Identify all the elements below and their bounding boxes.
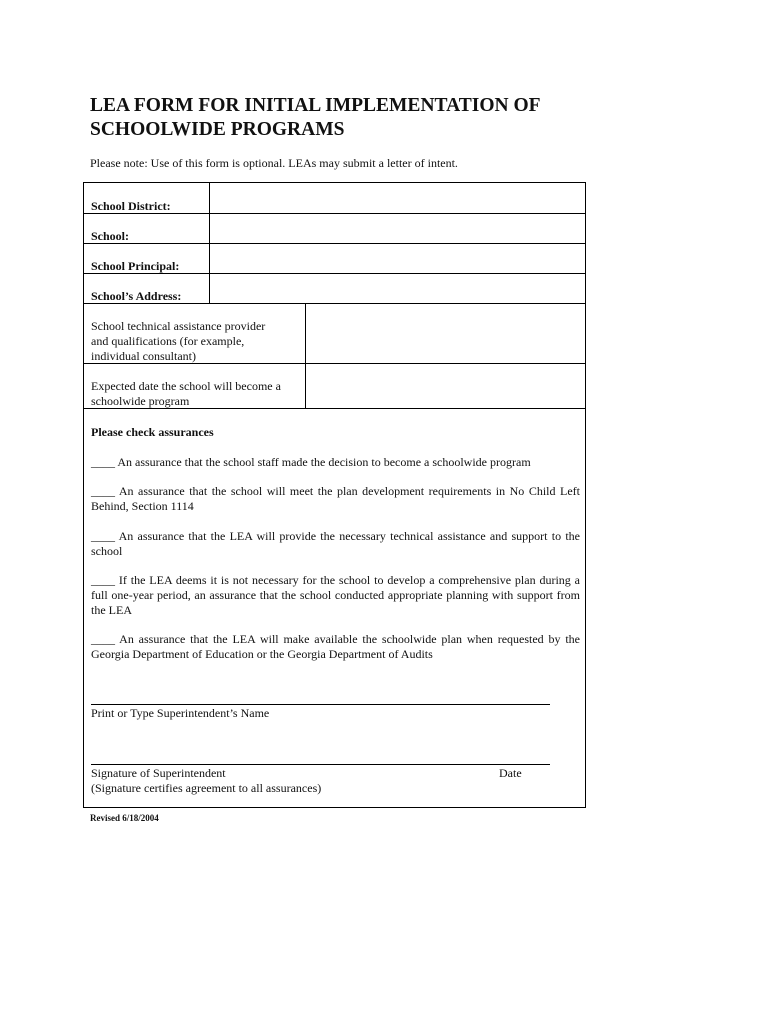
principal-label: School Principal: <box>91 259 180 273</box>
superintendent-name-line[interactable] <box>91 704 550 705</box>
principal-row <box>84 244 585 274</box>
assurance-item[interactable]: ____ An assurance that the LEA will provide the necessary technical assistance and support to the school <box>91 529 580 558</box>
school-input[interactable] <box>210 214 585 243</box>
optional-note: Please note: Use of this form is optional. LEAs may submit a letter of intent. <box>90 156 458 170</box>
signature-date-label: Date <box>499 766 522 780</box>
school-row <box>84 214 585 244</box>
revised-date: Revised 6/18/2004 <box>90 813 159 823</box>
superintendent-signature-label: Signature of Superintendent <box>91 766 226 780</box>
form-title: LEA FORM FOR INITIAL IMPLEMENTATION OF SCHOOLWIDE PROGRAMS <box>90 95 540 140</box>
expected-date-label: Expected date the school will become a schoolwide program <box>91 379 281 408</box>
assurance-item[interactable]: ____ An assurance that the school staff made the decision to become a schoolwide program <box>91 455 531 469</box>
district-row <box>84 183 585 214</box>
certify-note: (Signature certifies agreement to all assurances) <box>91 781 322 795</box>
district-label: School District: <box>91 199 171 213</box>
assurances-heading: Please check assurances <box>91 425 214 439</box>
provider-label: School technical assistance provider and qualifications (for example, individual consultant) <box>91 319 266 363</box>
provider-row <box>84 304 585 364</box>
address-input[interactable] <box>210 274 585 303</box>
superintendent-name-label: Print or Type Superintendent’s Name <box>91 706 270 720</box>
school-label: School: <box>91 229 130 243</box>
principal-input[interactable] <box>210 244 585 273</box>
assurance-item[interactable]: ____ An assurance that the LEA will make available the schoolwide plan when requested by the Georgia Department of Education or the Georgia Department of Audits <box>91 632 580 661</box>
district-input[interactable] <box>210 183 585 213</box>
provider-input[interactable] <box>306 304 585 363</box>
expected-date-input[interactable] <box>306 364 585 408</box>
superintendent-signature-line[interactable] <box>91 764 550 765</box>
address-row <box>84 274 585 304</box>
assurance-item[interactable]: ____ If the LEA deems it is not necessary for the school to develop a comprehensive plan during a full one-year period, an assurance that the school conducted appropriate planning with support from the LEA <box>91 573 580 617</box>
address-label: School’s Address: <box>91 289 182 303</box>
expected-date-row <box>84 364 585 409</box>
assurance-item[interactable]: ____ An assurance that the school will meet the plan development requirements in No Child Left Behind, Section 1114 <box>91 484 580 513</box>
form-table <box>83 182 586 808</box>
